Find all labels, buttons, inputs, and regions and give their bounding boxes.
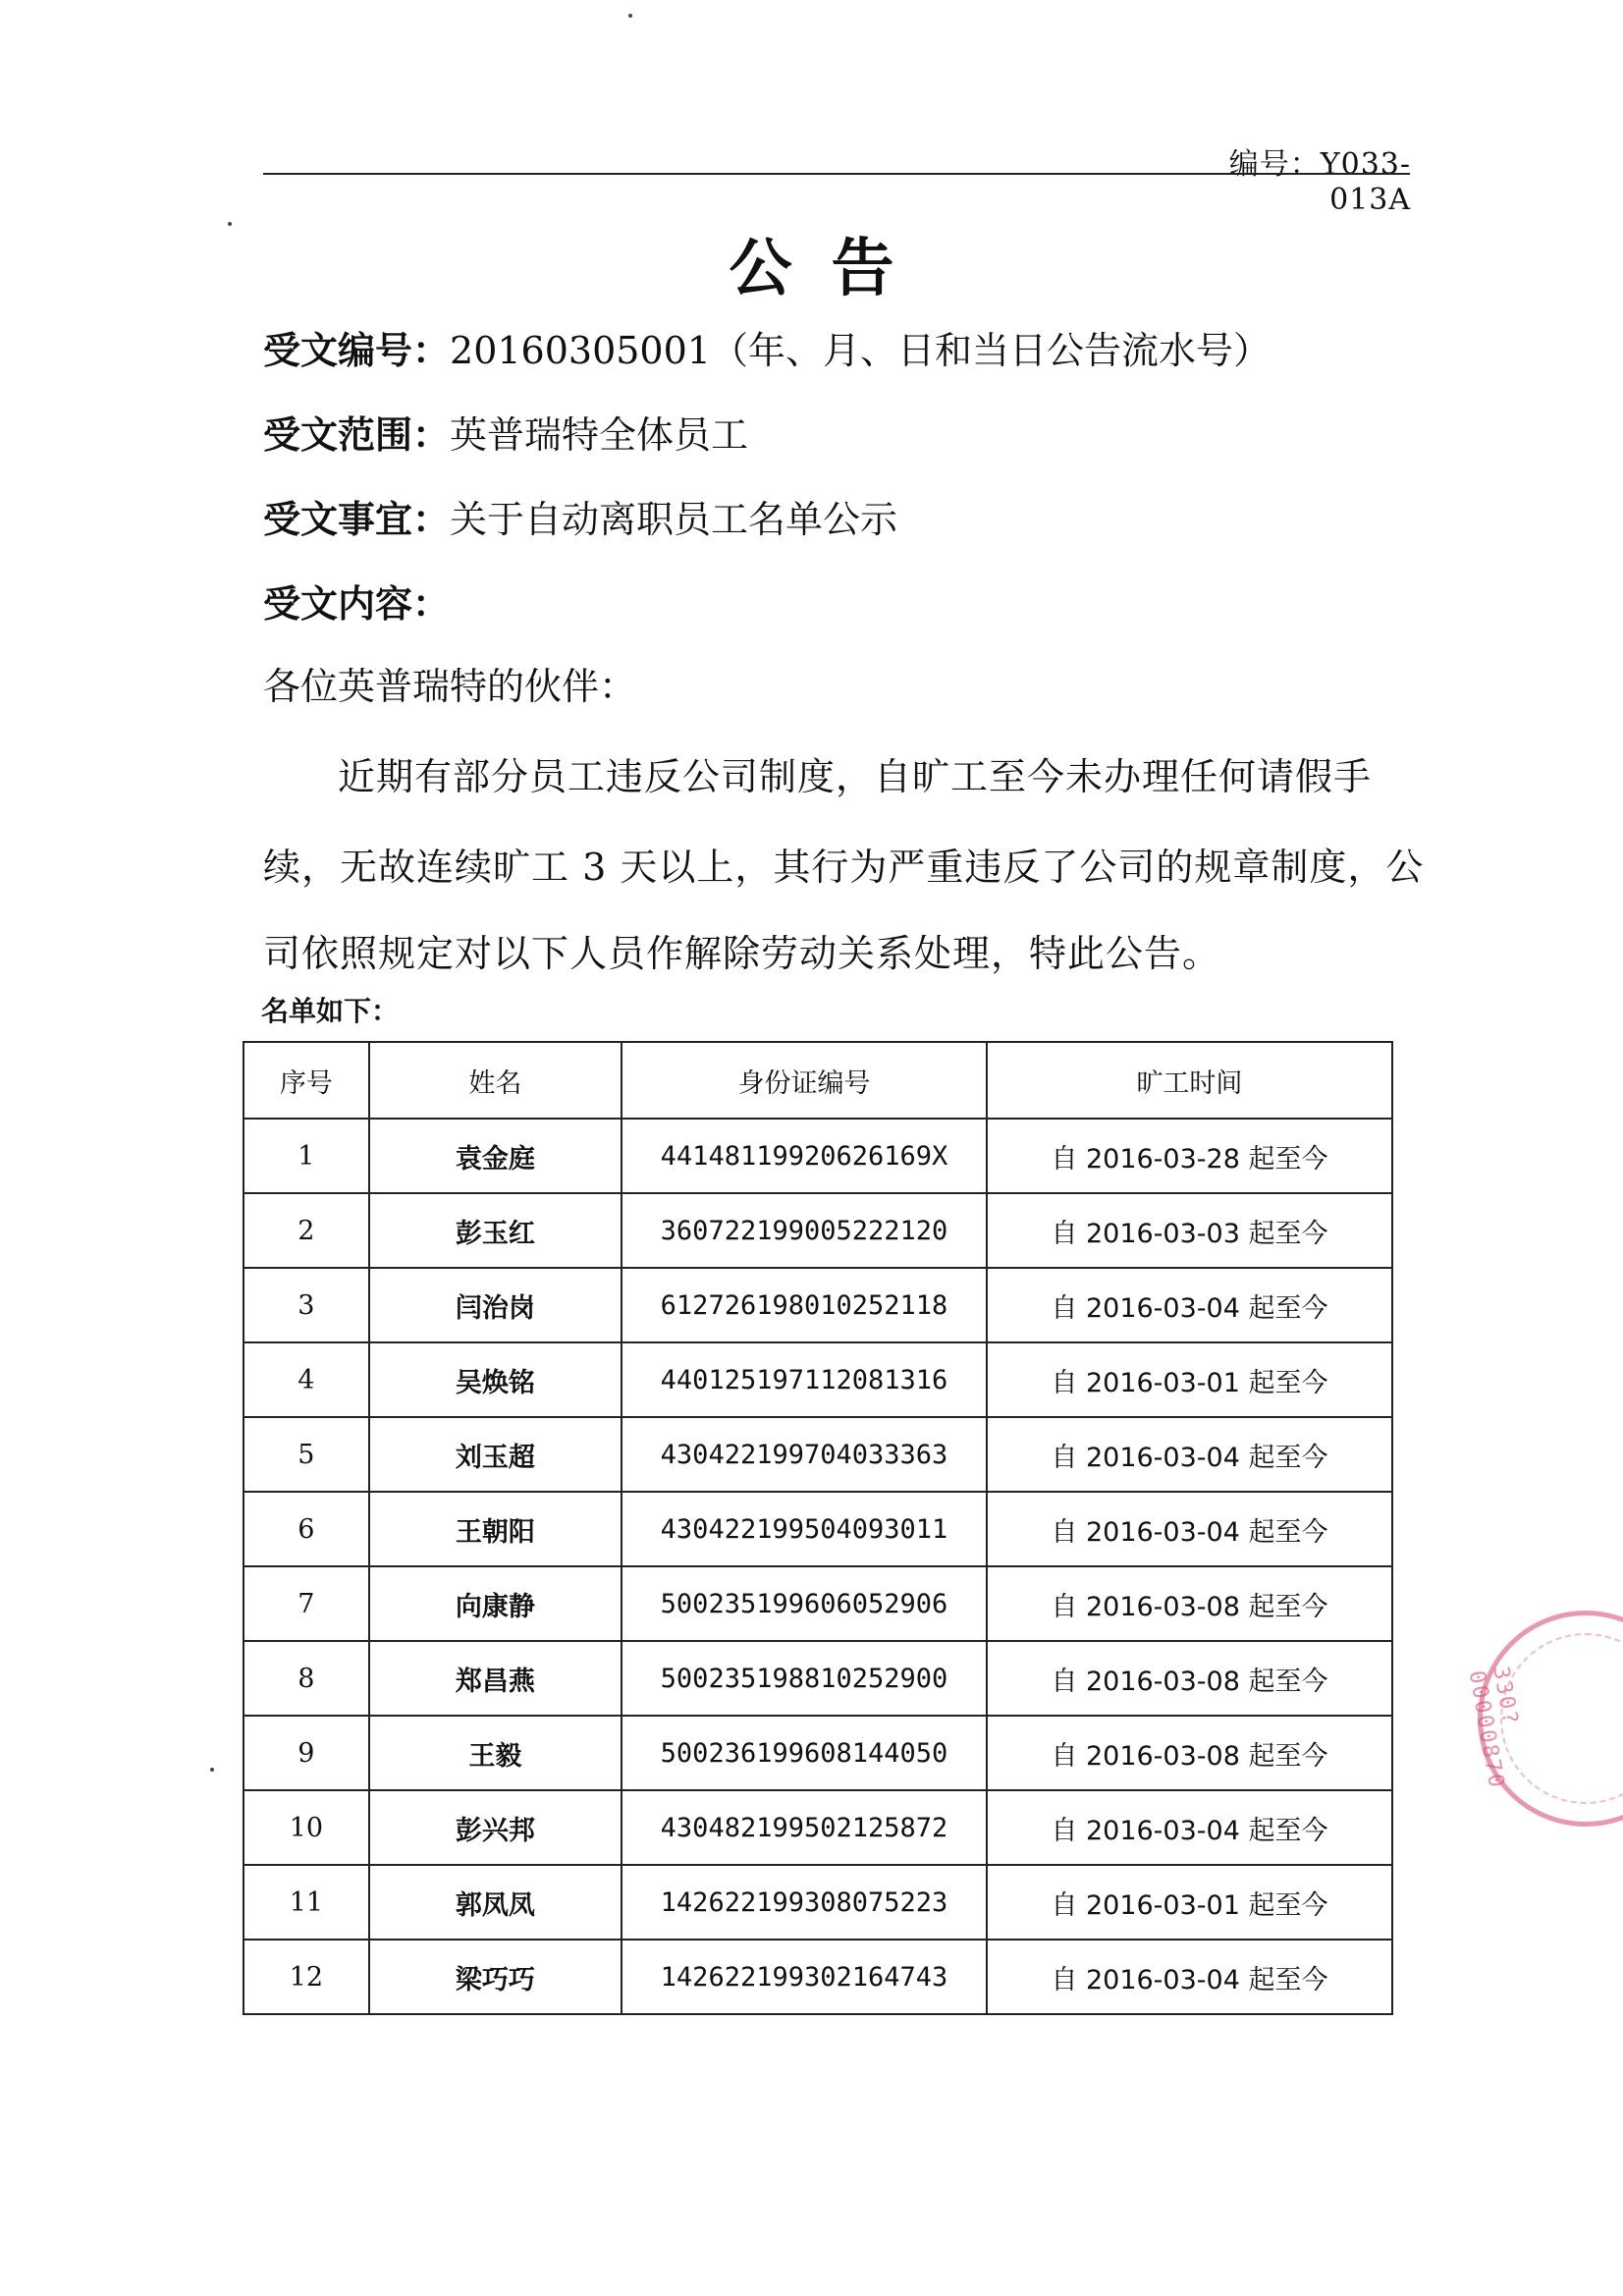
table-row: [243, 1119, 1392, 1193]
period-cell: 自 2016-03-08 起至今: [987, 1641, 1392, 1716]
id-cell: 44148119920626169X: [622, 1119, 987, 1193]
id-cell: 430422199704033363: [622, 1417, 987, 1492]
cell-no: 6: [243, 1492, 369, 1566]
table-row: [243, 1940, 1392, 2014]
name-cell: 向康静: [369, 1566, 622, 1641]
period-cell: 自 2016-03-08 起至今: [987, 1566, 1392, 1641]
name-cell: 彭玉红: [369, 1193, 622, 1268]
cell-no: 7: [243, 1566, 369, 1641]
period-cell: 自 2016-03-04 起至今: [987, 1790, 1392, 1865]
id-cell: 500236199608144050: [622, 1716, 987, 1790]
field-content: [263, 574, 450, 628]
name-cell: 王毅: [369, 1716, 622, 1790]
cell-no: 9: [243, 1716, 369, 1790]
name-cell: 袁金庭: [369, 1119, 622, 1193]
field-scope-label: 受文范围：: [263, 413, 451, 457]
dismissal-table: [243, 1041, 1393, 2015]
scan-speck: [228, 222, 232, 226]
period-cell: 自 2016-03-03 起至今: [987, 1193, 1392, 1268]
period-cell: 自 2016-03-28 起至今: [987, 1119, 1392, 1193]
field-subject-value: 关于自动离职员工名单公示: [450, 498, 898, 541]
name-cell: 闫治岗: [369, 1268, 622, 1342]
table-body: [243, 1119, 1392, 2014]
field-content-label: 受文内容：: [263, 582, 451, 626]
table-header-row: [243, 1042, 1392, 1119]
field-subject: [263, 489, 897, 543]
period-cell: 自 2016-03-04 起至今: [987, 1417, 1392, 1492]
id-cell: 142622199308075223: [622, 1865, 987, 1940]
greeting: 各位英普瑞特的伙伴：: [263, 665, 637, 708]
field-scope: [263, 405, 748, 459]
field-doc-number-label: 受文编号：: [263, 329, 451, 372]
list-heading: 名单如下：: [261, 995, 400, 1027]
cell-no: 10: [243, 1790, 369, 1865]
cell-no: 3: [243, 1268, 369, 1342]
field-doc-number: [263, 320, 1271, 374]
table-row: [243, 1492, 1392, 1566]
cell-no: 1: [243, 1119, 369, 1193]
column-header-name: 姓名: [369, 1042, 622, 1119]
field-scope-value: 英普瑞特全体员工: [450, 413, 749, 457]
cell-no: 2: [243, 1193, 369, 1268]
field-subject-label: 受文事宜：: [263, 498, 451, 541]
body-line: 近期有部分员工违反公司制度，自旷工至今未办理任何请假手: [338, 755, 1373, 798]
id-cell: 430482199502125872: [622, 1790, 987, 1865]
name-cell: 吴焕铭: [369, 1342, 622, 1417]
body-line: 司依照规定对以下人员作解除劳动关系处理，特此公告。: [263, 932, 1221, 975]
column-header-id: 身份证编号: [622, 1042, 987, 1119]
table-row: [243, 1193, 1392, 1268]
cell-no: 11: [243, 1865, 369, 1940]
field-doc-number-value: 20160305001（年、月、日和当日公告流水号）: [450, 329, 1271, 372]
id-cell: 500235199606052906: [622, 1566, 987, 1641]
header-divider: [263, 173, 1410, 175]
cell-no: 12: [243, 1940, 369, 2014]
period-cell: 自 2016-03-08 起至今: [987, 1716, 1392, 1790]
scan-speck: [628, 14, 632, 18]
cell-no: 4: [243, 1342, 369, 1417]
id-cell: 612726198010252118: [622, 1268, 987, 1342]
name-cell: 王朝阳: [369, 1492, 622, 1566]
table-row: [243, 1865, 1392, 1940]
period-cell: 自 2016-03-04 起至今: [987, 1268, 1392, 1342]
table-row: [243, 1417, 1392, 1492]
name-cell: 彭兴邦: [369, 1790, 622, 1865]
table-row: [243, 1716, 1392, 1790]
id-cell: 360722199005222120: [622, 1193, 987, 1268]
page-title: 公告: [729, 233, 934, 305]
name-cell: 刘玉超: [369, 1417, 622, 1492]
column-header-period: 旷工时间: [987, 1042, 1392, 1119]
table-row: [243, 1566, 1392, 1641]
period-cell: 自 2016-03-04 起至今: [987, 1940, 1392, 2014]
column-header-no: 序号: [243, 1042, 369, 1119]
cell-no: 8: [243, 1641, 369, 1716]
table-row: [243, 1790, 1392, 1865]
document-number: 编号：Y033-013A: [1228, 147, 1411, 217]
id-cell: 440125197112081316: [622, 1342, 987, 1417]
period-cell: 自 2016-03-01 起至今: [987, 1865, 1392, 1940]
table-row: [243, 1342, 1392, 1417]
period-cell: 自 2016-03-04 起至今: [987, 1492, 1392, 1566]
table-row: [243, 1641, 1392, 1716]
body-line: 续，无故连续旷工 3 天以上，其行为严重违反了公司的规章制度，公: [263, 846, 1425, 889]
period-cell: 自 2016-03-01 起至今: [987, 1342, 1392, 1417]
company-seal-number: 330?00000870: [1463, 1665, 1523, 1791]
name-cell: 梁巧巧: [369, 1940, 622, 2014]
table-row: [243, 1268, 1392, 1342]
id-cell: 500235198810252900: [622, 1641, 987, 1716]
id-cell: 430422199504093011: [622, 1492, 987, 1566]
name-cell: 郭凤凤: [369, 1865, 622, 1940]
scan-speck: [210, 1768, 214, 1772]
cell-no: 5: [243, 1417, 369, 1492]
id-cell: 142622199302164743: [622, 1940, 987, 2014]
name-cell: 郑昌燕: [369, 1641, 622, 1716]
